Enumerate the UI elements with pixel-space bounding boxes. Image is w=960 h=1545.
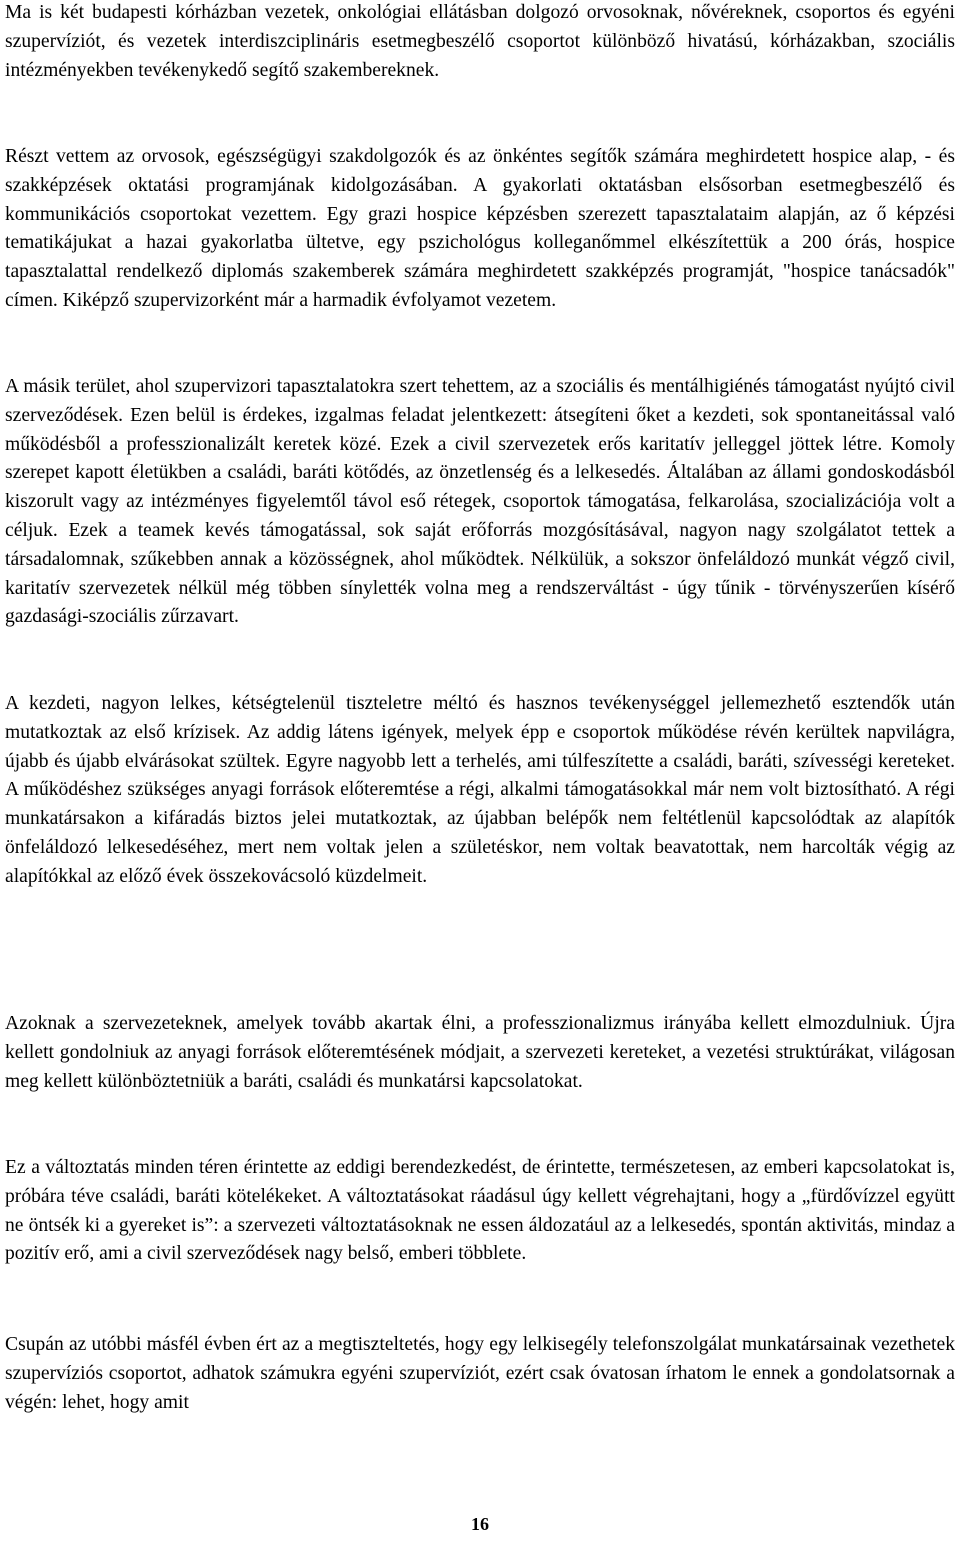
page-number: 16	[471, 1514, 489, 1534]
paragraph-supervision-hospitals: Ma is két budapesti kórházban vezetek, onkológiai ellátásban dolgozó orvosoknak, nővéreknek, csoportos és egyéni szupervíziót, és vezetek interdiszciplináris esetmegbeszélő csoportot különböző hivatású, kórházakban, szociális intézményekben tevékenykedő segítő szakembereknek.	[5, 2, 955, 81]
paragraph-professionalism: Azoknak a szervezeteknek, amelyek tovább akartak élni, a professzionalizmus irányába kellett elmozdulniuk. Újra kellett gondolniuk az anyagi források előteremtésének módjait, a szervezeti kereteket, a vezetési struktúrákat, világosan meg kellett különböztetniük a baráti, családi és munkatársi kapcsolatokat.	[5, 1013, 955, 1092]
paragraph-hospice-training: Részt vettem az orvosok, egészségügyi szakdolgozók és az önkéntes segítők számára meghirdetett hospice alap, - és szakképzések oktatási programjának kidolgozásában. A gyakorlati oktatásban elsősorban esetmegbeszélő és kommunikációs csoportokat vezettem. Egy grazi hospice képzésben szerezett tapasztalataim alapján, az ő képzési tematikájukat a hazai gyakorlatba ültetve, egy pszichológus kolleganőmmel elkészítettük a 200 órás, hospice tapasztalattal rendelkező diplomás szakemberek számára meghirdetett szakképzés programját, "hospice tanácsadók" címen. Kiképző szupervizorként már a harmadik évfolyamot vezetem.	[5, 146, 955, 311]
paragraph-change-impact: Ez a változtatás minden téren érintette az eddigi berendezkedést, de érintette, természetesen, az emberi kapcsolatokat is, próbára téve családi, baráti kötelékeket. A változtatásokat ráadásul úgy kellett végrehajtani, hogy a „fürdővízzel együtt ne öntsék ki a gyereket is”: a szervezeti változtatásoknak ne essen áldozatául az a lelkesedés, spontán aktivitás, mindaz a pozitív erő, ami a civil szerveződések nagy belső, emberi többlete.	[5, 1157, 955, 1265]
paragraph-first-crises: A kezdeti, nagyon lelkes, kétségtelenül tiszteletre méltó és hasznos tevékenységgel jellemezhető esztendők után mutatkoztak az első krízisek. Az addig látens igények, melyek épp e csoportok működése révén kerültek napvilágra, újabb és újabb elvárásokat szültek. Egyre nagyobb lett a terhelés, ami túlfeszítette a családi, baráti, szívességi kereteket. A működéshez szükséges anyagi források előteremtése a régi, alkalmi támogatásokkal már nem volt biztosítható. A régi munkatársakon a kifáradás biztos jelei mutatkoztak, az újabban belépők nem feltétlenül kapcsolódtak az alapítók önfeláldozó lelkesedéséhez, mert nem voltak jelen a születéskor, nem voltak beavatottak, nem harcolták végig az alapítókkal az előző évek összekovácsoló küzdelmeit.	[5, 693, 955, 887]
paragraph-civil-organizations: A másik terület, ahol szupervizori tapasztalatokra szert tehettem, az a szociális és mentálhigiénés támogatást nyújtó civil szerveződések. Ezen belül is érdekes, izgalmas feladat jelentkezett: átsegíteni őket a kezdeti, sok spontaneitással való működésből a professzionalizált keretek közé. Ezek a civil szervezetek erős karitatív jelleggel jöttek létre. Komoly szerepet kapott életükben a családi, baráti kötődés, az önzetlenség és a lelkesedés. Általában az állami gondoskodásból kiszorult vagy az intézményes figyelemtől távol eső rétegek, csoportok támogatása, felkarolása, szocializációja volt a céljuk. Ezek a teamek kevés támogatással, sok saját erőforrás mozgósításával, nagyon nagy szolgálatot tettek a társadalomnak, szűkebben annak a közösségnek, ahol működtek. Nélkülük, a sokszor önfeláldozó munkát végző civil, karitatív szervezetek nélkül még többen sínylették volna meg a rendszerváltást - úgy tűnik - törvényszerűen kísérő gazdasági-szociális zűrzavart.	[5, 376, 955, 628]
paragraph-telephone-service: Csupán az utóbbi másfél évben ért az a megtiszteltetés, hogy egy lelkisegély telefonszolgálat munkatársainak vezethetek szupervíziós csoportot, adhatok számukra egyéni szupervíziót, ezért csak óvatosan írhatom le ennek a gondolatsornak a végén: lehet, hogy amit	[5, 1334, 955, 1413]
